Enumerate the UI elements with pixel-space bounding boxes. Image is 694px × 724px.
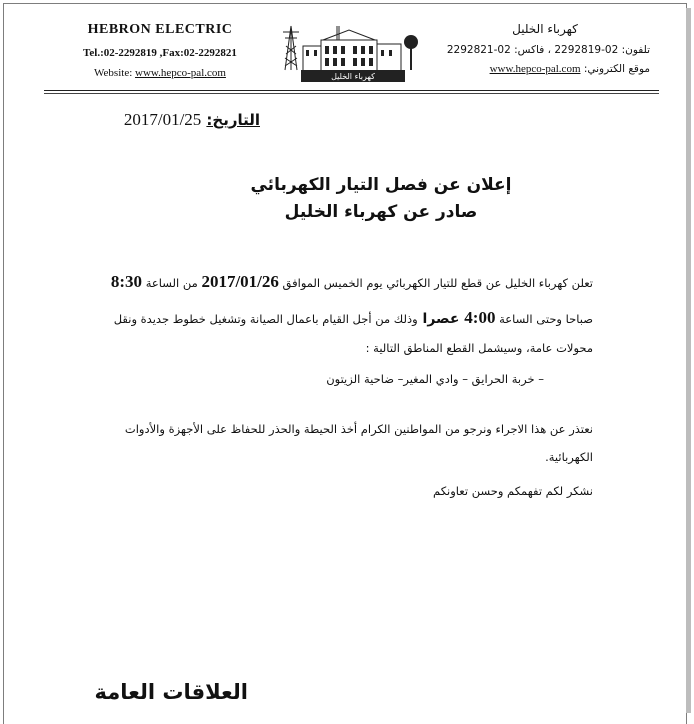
outage-end-time: 4:00 — [464, 308, 496, 327]
affected-areas: – خربة الحرايق – وادي المغير– ضاحية الزيتون — [326, 372, 544, 386]
hepco-logo — [277, 22, 419, 88]
arabic-phone-fax: تلفون: 02-2292819 ، فاكس: 02-2292821 — [446, 44, 650, 56]
paragraph-2-line-1: نعتذر عن هذا الاجراء ونرجو من المواطنين الكرام أخذ الحيطة والحذر للحفاظ على الأجهزة والأدوات — [124, 422, 593, 436]
document-date — [110, 110, 260, 130]
date-value: 2017/01/25 — [123, 110, 202, 129]
arabic-website-link[interactable]: www.hepco-pal.com — [489, 63, 581, 75]
paragraph-2-line-2: الكهربائية. — [545, 450, 593, 464]
hepco-building-tower-logo-icon — [277, 22, 419, 84]
paragraph-1-line-2 — [100, 308, 593, 328]
header-rule-thin — [44, 93, 659, 94]
line-2-rest-text: وذلك من أجل القيام باعمال الصيانة وتشغيل خطوط جديدة ونقل — [113, 312, 418, 326]
date-label: التاريخ: — [206, 111, 260, 129]
line-2-text: صباحا وحتى الساعة — [495, 312, 593, 326]
header-rule — [44, 90, 659, 91]
paragraph-1-line-1 — [100, 272, 593, 292]
arabic-letterhead — [410, 22, 650, 75]
thank-you-line: نشكر لكم تفهمكم وحسن تعاونكم — [433, 484, 593, 498]
english-website-line — [60, 67, 260, 79]
afternoon-label: عصرا — [417, 311, 465, 327]
paragraph-1-line-3: محولات عامة، وسيشمل القطع المناطق التالية : — [365, 341, 593, 355]
english-website-link[interactable]: www.hepco-pal.com — [135, 67, 226, 79]
announcement-title: إعلان عن فصل التيار الكهربائي — [250, 175, 512, 195]
arabic-website-line — [410, 63, 650, 75]
outage-start-time: 8:30 — [110, 272, 143, 291]
announcement-subtitle: صادر عن كهرباء الخليل — [284, 202, 478, 222]
page-border — [3, 3, 687, 724]
english-website-label: Website: — [94, 67, 136, 79]
arabic-company-name: كهرباء الخليل — [512, 22, 578, 36]
line-1-text: تعلن كهرباء الخليل عن قطع للتيار الكهربائي يوم الخميس الموافق — [278, 276, 593, 290]
english-phone-fax: Tel.:02-2292819 ,Fax:02-2292821 — [83, 47, 237, 59]
outage-date: 2017/01/26 — [201, 272, 279, 291]
english-company-name: HEBRON ELECTRIC — [87, 22, 233, 37]
arabic-website-label: موقع الكتروني: — [580, 63, 650, 75]
public-relations-signature: العلاقات العامة — [94, 680, 248, 704]
logo-caption: كهرباء الخليل — [331, 72, 375, 81]
english-letterhead — [60, 22, 260, 79]
page-shadow — [686, 8, 691, 713]
line-1-mid-text: من الساعة — [142, 276, 202, 290]
